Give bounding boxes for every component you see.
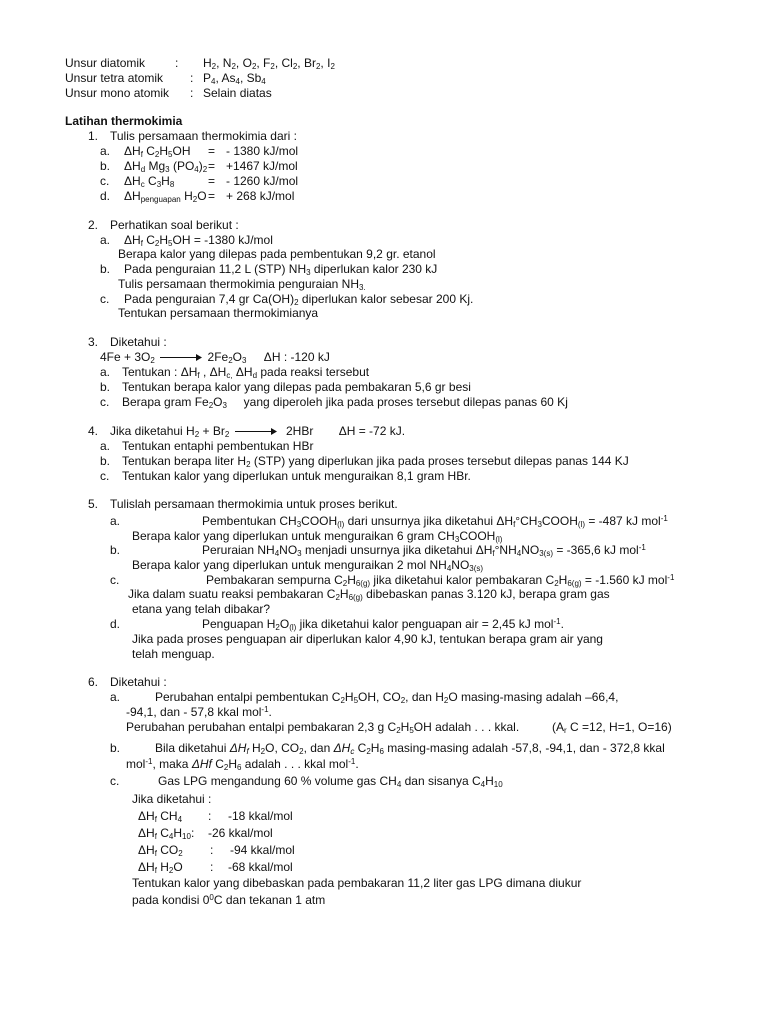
- equation-enthalpy: ΔH = -72 kJ.: [338, 424, 406, 438]
- question-6a-line2: -94,1, dan - 57,8 kkal mol$^{-1}$.: [126, 705, 272, 719]
- question-5d-line1: Penguapan $H_2O_{(l)}$ jika diketahui kalor penguapan air = 2,45 kJ mol$^{-1}$.: [202, 617, 564, 632]
- question-5a-line2: Berapa kalor yang diperlukan untuk menguraikan 6 gram $CH_3COOH_{(l)}$: [132, 529, 503, 544]
- question-5b-letter: b.: [110, 543, 121, 557]
- question-1-number: 1.: [88, 129, 99, 143]
- question-6a-letter: a.: [110, 690, 121, 704]
- question-5d-line3: telah menguap.: [132, 647, 215, 661]
- question-6c-line1: Gas LPG mengandung 60 % volume gas $CH_4$ dan sisanya $C_4H_{10}$: [158, 774, 503, 789]
- header-value: Selain diatas: [203, 86, 272, 100]
- question-2c-sub: Tentukan persamaan thermokimianya: [118, 306, 319, 320]
- question-6c-end2: pada kondisi $0^0C$ dan tekanan 1 atm: [132, 893, 326, 907]
- question-6a-note: ($A_r$ C =12, H=1, O=16): [552, 720, 672, 735]
- equation-products: $2Fe_2O_3$: [207, 350, 247, 365]
- question-6b-line2: mol$^{-1}$, maka ΔHf $C_2H_6$ adalah . . . kkal mol$^{-1}$.: [126, 757, 359, 772]
- question-6c-line2: Jika diketahui :: [132, 792, 212, 806]
- question-5c-letter: c.: [110, 573, 120, 587]
- header-label: Unsur diatomik: [65, 56, 146, 70]
- header-label: Unsur tetra atomik: [65, 71, 164, 85]
- question-6c-end1: Tentukan kalor yang dibebaskan pada pembakaran 11,2 liter gas LPG dimana diukur: [132, 876, 582, 890]
- question-5c-line3: etana yang telah dibakar?: [132, 602, 271, 616]
- header-value: $H_2$, $N_2$, $O_2$, $F_2$, $Cl_2$, $Br_2$, $I_2$: [203, 56, 335, 71]
- question-6a-line3: Perubahan perubahan entalpi pembakaran 2,3 g $C_2H_5OH$ adalah . . . kkal.: [126, 720, 520, 735]
- header-colon: :: [175, 56, 179, 70]
- question-6c-letter: c.: [110, 774, 120, 788]
- question-5a-letter: a.: [110, 514, 121, 528]
- question-6-number: 6.: [88, 675, 99, 689]
- question-2c-text: Pada penguraian 7,4 gr $Ca(OH)_2$ diperlukan kalor sebesar 200 Kj.: [124, 292, 474, 307]
- header-colon: :: [190, 86, 194, 100]
- question-3-number: 3.: [88, 335, 99, 349]
- question-5b-line1: Peruraian $NH_4NO_3$ menjadi unsurnya jika diketahui $\Delta H_f^\circ NH_4NO_{3(s)} = -365,6$ kJ mol$^{-1}$: [202, 543, 646, 558]
- page-title: Latihan thermokimia: [65, 114, 183, 128]
- question-2a-text: $\Delta H_f$ $C_2H_5OH = -1380$ kJ/mol: [124, 233, 273, 248]
- equation-enthalpy: ΔH : -120 kJ: [263, 350, 330, 364]
- question-5c-line1: Pembakaran sempurna $C_2H_{6(g)}$ jika diketahui kalor pembakaran $C_2H_{6(g)} = -1.560$ kJ mol$^{-1}$: [206, 573, 675, 588]
- question-2-number: 2.: [88, 218, 99, 232]
- question-5a-line1: Pembentukan $CH_3COOH_{(l)}$ dari unsurnya jika diketahui $\Delta H_f^\circ CH_3COOH_{(l)} = -487$ kJ mol$^{-1}$: [202, 514, 668, 529]
- question-6b-line1: Bila diketahui $\Delta H_f$ $H_2O$, $CO_2$, dan $\Delta H_c$ $C_2H_6$ masing-masing adalah -57,8, -94,1, dan - 372,8 kkal: [155, 741, 665, 756]
- question-5c-line2: Jika dalam suatu reaksi pembakaran $C_2H_{6(g)}$ dibebaskan panas 3.120 kJ, berapa gram gas: [128, 587, 610, 602]
- question-2c-letter: c.: [100, 292, 110, 306]
- equation-products: 2HBr: [286, 424, 314, 438]
- header-label: Unsur mono atomik: [65, 86, 170, 100]
- question-5-text: Tulislah persamaan thermokimia untuk proses berikut.: [110, 497, 398, 511]
- question-6b-letter: b.: [110, 741, 121, 755]
- question-4-equation: [110, 424, 405, 438]
- question-6-text: Diketahui :: [110, 675, 167, 689]
- question-5d-letter: d.: [110, 617, 121, 631]
- question-2a-sub: Berapa kalor yang dilepas pada pembentukan 9,2 gr. etanol: [118, 247, 436, 261]
- question-2-text: Perhatikan soal berikut :: [110, 218, 239, 232]
- equation-reactants: Jika diketahui $H_2 + Br_2$: [110, 424, 230, 439]
- question-2a-letter: a.: [100, 233, 111, 247]
- question-2b-letter: b.: [100, 262, 111, 276]
- equation-reactants: $4Fe + 3O_2$: [100, 350, 155, 365]
- question-2b-text: Pada penguraian 11,2 L (STP) $NH_3$ diperlukan kalor 230 kJ: [124, 262, 438, 277]
- question-5-number: 5.: [88, 497, 99, 511]
- question-6a-line1: Perubahan entalpi pembentukan $C_2H_5OH$, $CO_2$, dan $H_2O$ masing-masing adalah –66,4,: [155, 690, 619, 705]
- question-2b-sub: Tulis persamaan thermokimia penguraian $NH_{3.}$: [118, 277, 366, 292]
- header-colon: :: [190, 71, 194, 85]
- header-value: $P_4$, $As_4$, $Sb_4$: [203, 71, 266, 86]
- question-5d-line2: Jika pada proses penguapan air diperlukan kalor 4,90 kJ, tentukan berapa gram air yang: [132, 632, 603, 646]
- question-4-number: 4.: [88, 424, 99, 438]
- question-3-equation: [100, 350, 330, 364]
- question-3-text: Diketahui :: [110, 335, 167, 349]
- question-1-text: Tulis persamaan thermokimia dari :: [110, 129, 297, 143]
- question-5b-line2: Berapa kalor yang diperlukan untuk menguraikan 2 mol $NH_4NO_{3(s)}$: [132, 558, 484, 573]
- reaction-arrow-icon: [160, 354, 202, 361]
- reaction-arrow-icon: [235, 428, 277, 435]
